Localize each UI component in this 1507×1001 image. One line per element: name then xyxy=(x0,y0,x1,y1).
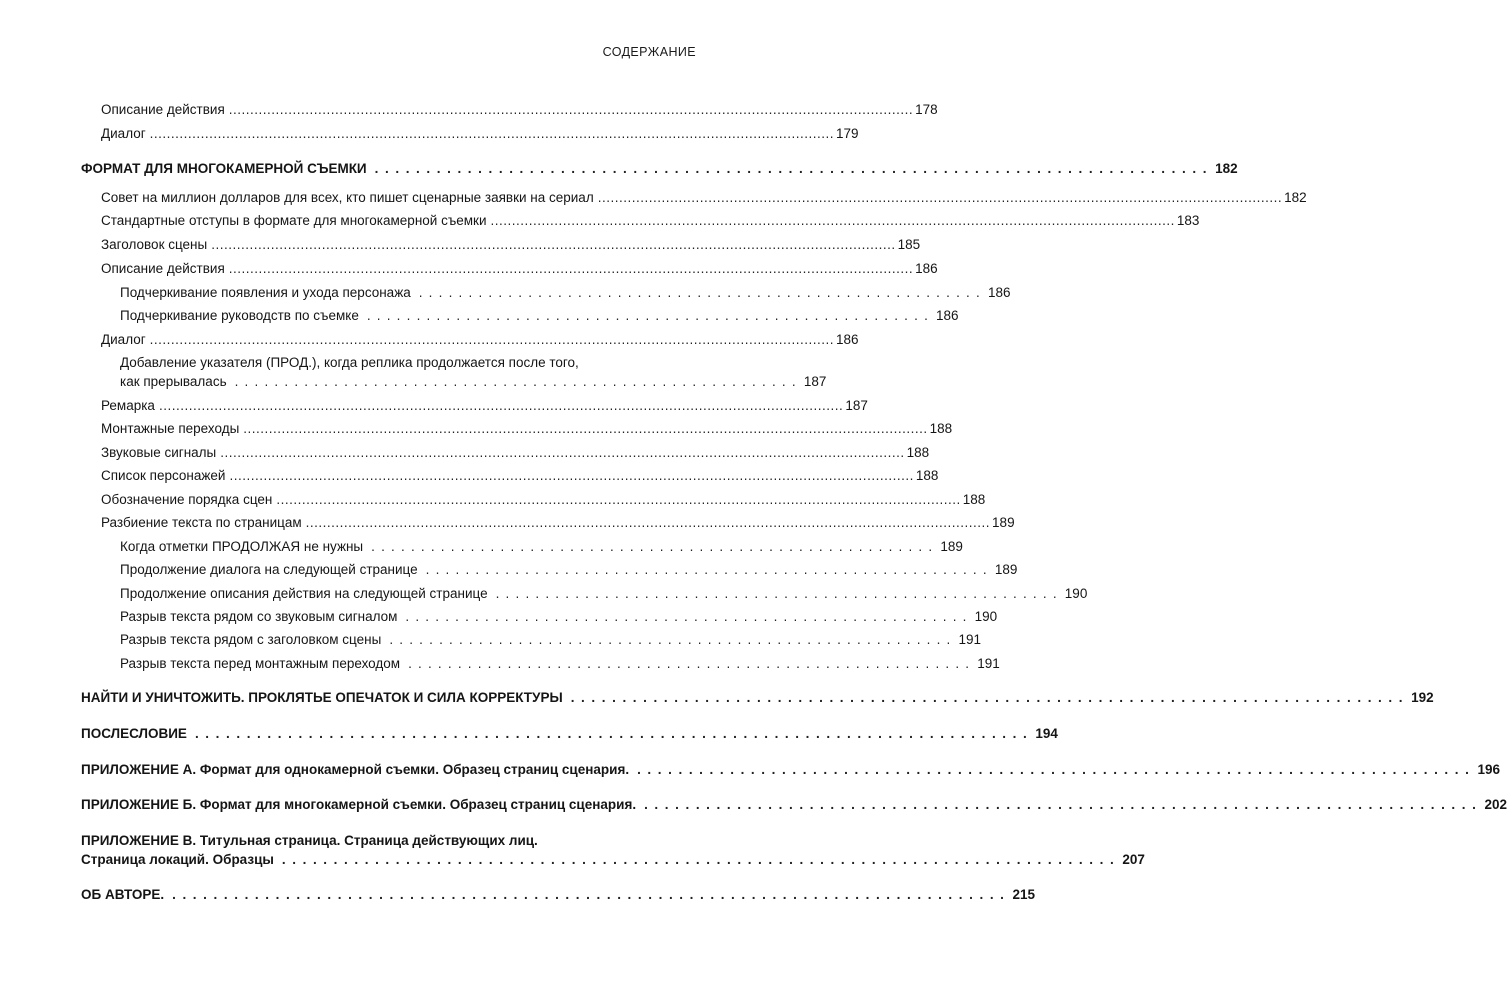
toc-page-number: 196 xyxy=(1477,762,1501,777)
toc-subentry[interactable] xyxy=(120,561,1018,578)
toc-entry-title: Подчеркивание появления и ухода персонажа xyxy=(120,285,411,300)
toc-subentry[interactable] xyxy=(120,284,1011,301)
toc-chapter[interactable] xyxy=(81,725,1058,742)
toc-page-number: 178 xyxy=(915,102,938,117)
toc-entry-title: Разрыв текста рядом с заголовком сцены xyxy=(120,632,382,647)
toc-page-number: 188 xyxy=(906,445,930,460)
dot-leader: ................................................................................................................................................................. xyxy=(228,261,914,276)
toc-entry-title: Список персонажей xyxy=(101,468,226,483)
toc-entry[interactable] xyxy=(101,420,953,437)
dot-leader: ................................................................................................................................................................. xyxy=(228,102,914,117)
dot-leader: ................................................................................................................................................................. xyxy=(149,126,835,141)
dot-leader: ......................................................... xyxy=(366,308,935,323)
toc-subentry[interactable] xyxy=(120,538,963,555)
dot-leader: ......................................................... xyxy=(495,586,1063,601)
toc-page-number: 192 xyxy=(1411,690,1434,705)
toc-entry-title: Разрыв текста рядом со звуковым сигналом xyxy=(120,609,398,624)
toc-entry[interactable] xyxy=(101,236,921,253)
toc-page-number: 185 xyxy=(897,237,921,252)
toc-page-number: 182 xyxy=(1215,161,1238,176)
toc-page-number: 191 xyxy=(958,632,982,647)
toc-entry-title: Подчеркивание руководств по съемке xyxy=(120,308,359,323)
toc-entry-title: Монтажные переходы xyxy=(101,421,240,436)
toc-page-number: 194 xyxy=(1035,726,1058,741)
toc-page-number: 202 xyxy=(1484,797,1507,812)
toc-page-number: 186 xyxy=(915,261,938,276)
toc-entry[interactable] xyxy=(101,212,1200,229)
toc-entry-title: Совет на миллион долларов для всех, кто пишет сценарные заявки на сериал xyxy=(101,190,594,205)
toc-chapter[interactable] xyxy=(81,160,1238,177)
toc-page-number: 189 xyxy=(940,539,963,554)
toc-chapter[interactable] xyxy=(81,689,1434,706)
toc-chapter[interactable] xyxy=(81,886,1036,903)
toc-page-number: 186 xyxy=(836,332,859,347)
toc-chapter[interactable] xyxy=(81,796,1507,813)
toc-entry[interactable] xyxy=(101,260,938,277)
dot-leader: ................................................................................................................................................................. xyxy=(597,190,1283,205)
toc-chapter[interactable] xyxy=(81,851,1145,868)
toc-entry-title: Продолжение диалога на следующей странице xyxy=(120,562,418,577)
toc-page-number: 190 xyxy=(1064,586,1088,601)
toc-entry[interactable] xyxy=(101,444,930,461)
dot-leader: ................................................................................. xyxy=(570,690,1410,705)
toc-chapter-title: ФОРМАТ ДЛЯ МНОГОКАМЕРНОЙ СЪЕМКИ xyxy=(81,161,367,176)
dot-leader: ................................................................................. xyxy=(374,161,1214,176)
toc-page-number: 186 xyxy=(987,285,1011,300)
toc-page-number: 179 xyxy=(836,126,859,141)
toc-page-number: 188 xyxy=(929,421,953,436)
toc-entry-title: Продолжение описания действия на следующей странице xyxy=(120,586,488,601)
dot-leader: ......................................................... xyxy=(408,656,976,671)
dot-leader: ................................................................................. xyxy=(281,852,1121,867)
toc-subentry[interactable] xyxy=(120,655,1000,672)
toc-entry-title: Стандартные отступы в формате для многокамерной съемки xyxy=(101,213,487,228)
toc-entry-title: Диалог xyxy=(101,126,146,141)
toc-chapter-title: ПРИЛОЖЕНИЕ А. Формат для однокамерной съемки. Образец страниц сценария. xyxy=(81,762,630,777)
dot-leader: ................................................................................. xyxy=(172,887,1011,902)
dot-leader: ................................................................................. xyxy=(644,797,1483,812)
toc-page-number: 187 xyxy=(803,374,827,389)
running-title: СОДЕРЖАНИЕ xyxy=(602,45,696,59)
toc-page-number: 187 xyxy=(845,398,868,413)
toc-page-number: 188 xyxy=(962,492,986,507)
toc-page-number: 189 xyxy=(994,562,1018,577)
toc-page-number: 190 xyxy=(974,609,998,624)
toc-subentry[interactable] xyxy=(120,585,1088,602)
toc-subentry[interactable] xyxy=(120,307,959,324)
dot-leader: ................................................................................................................................................................. xyxy=(490,213,1175,228)
toc-entry[interactable] xyxy=(101,331,859,348)
toc-entry-title: Разрыв текста перед монтажным переходом xyxy=(120,656,401,671)
toc-page-number: 182 xyxy=(1284,190,1307,205)
toc-entry-title: Звуковые сигналы xyxy=(101,445,217,460)
toc-entry-title: Когда отметки ПРОДОЛЖАЯ не нужны xyxy=(120,539,364,554)
toc-chapter-title: ОБ АВТОРЕ. xyxy=(81,887,165,902)
toc-entry[interactable] xyxy=(101,125,859,142)
toc-entry-title: Заголовок сцены xyxy=(101,237,208,252)
toc-subentry[interactable] xyxy=(120,631,982,648)
toc-chapter-title-line1: ПРИЛОЖЕНИЕ В. Титульная страница. Страница действующих лиц. xyxy=(81,833,538,848)
dot-leader: ......................................................... xyxy=(234,374,802,389)
toc-entry[interactable] xyxy=(101,514,1015,531)
toc-chapter-title: НАЙТИ И УНИЧТОЖИТЬ. ПРОКЛЯТЬЕ ОПЕЧАТОК И СИЛА КОРРЕКТУРЫ xyxy=(81,690,563,705)
toc-entry-title: Обозначение порядка сцен xyxy=(101,492,273,507)
toc-entry-title: Описание действия xyxy=(101,261,225,276)
dot-leader: ................................................................................................................................................................. xyxy=(243,421,928,436)
toc-chapter[interactable] xyxy=(81,761,1501,778)
dot-leader: ................................................................................................................................................................. xyxy=(149,332,835,347)
toc-entry[interactable] xyxy=(101,189,1307,206)
toc-chapter-title: ПРИЛОЖЕНИЕ Б. Формат для многокамерной съемки. Образец страниц сценария. xyxy=(81,797,637,812)
dot-leader: ......................................................... xyxy=(371,539,939,554)
toc-page-number: 188 xyxy=(915,468,939,483)
toc-entry[interactable] xyxy=(101,491,986,508)
toc-entry-title: Разбиение текста по страницам xyxy=(101,515,302,530)
dot-leader: ................................................................................. xyxy=(637,762,1476,777)
dot-leader: ......................................................... xyxy=(418,285,986,300)
toc-subentry-title-line1: Добавление указателя (ПРОД.), когда реплика продолжается после того, xyxy=(120,355,579,370)
toc-chapter-title-line2: Страница локаций. Образцы xyxy=(81,852,274,867)
toc-entry-title: Диалог xyxy=(101,332,146,347)
dot-leader: ................................................................................................................................................................. xyxy=(211,237,896,252)
dot-leader: ......................................................... xyxy=(389,632,957,647)
toc-page-number: 189 xyxy=(992,515,1015,530)
toc-page-number: 207 xyxy=(1122,852,1145,867)
toc-entry-title: Ремарка xyxy=(101,398,155,413)
toc-entry[interactable] xyxy=(101,397,868,414)
toc-page-number: 186 xyxy=(936,308,959,323)
toc-entry-title-line2: как прерывалась xyxy=(120,374,227,389)
toc-page-number: 183 xyxy=(1176,213,1200,228)
dot-leader: ................................................................................................................................................................. xyxy=(158,398,844,413)
toc-entry[interactable] xyxy=(101,101,938,118)
dot-leader: ......................................................... xyxy=(425,562,993,577)
dot-leader: ................................................................................................................................................................. xyxy=(220,445,905,460)
dot-leader: ................................................................................................................................................................. xyxy=(276,492,961,507)
toc-entry[interactable] xyxy=(101,467,939,484)
dot-leader: ................................................................................. xyxy=(194,726,1034,741)
toc-subentry[interactable] xyxy=(120,373,827,390)
toc-page-number: 215 xyxy=(1012,887,1036,902)
toc-subentry[interactable] xyxy=(120,608,998,625)
dot-leader: ......................................................... xyxy=(405,609,973,624)
toc-chapter-title: ПОСЛЕСЛОВИЕ xyxy=(81,726,187,741)
toc-entry-title: Описание действия xyxy=(101,102,225,117)
dot-leader: ................................................................................................................................................................. xyxy=(229,468,914,483)
dot-leader: ................................................................................................................................................................. xyxy=(305,515,991,530)
toc-page-number: 191 xyxy=(977,656,1000,671)
